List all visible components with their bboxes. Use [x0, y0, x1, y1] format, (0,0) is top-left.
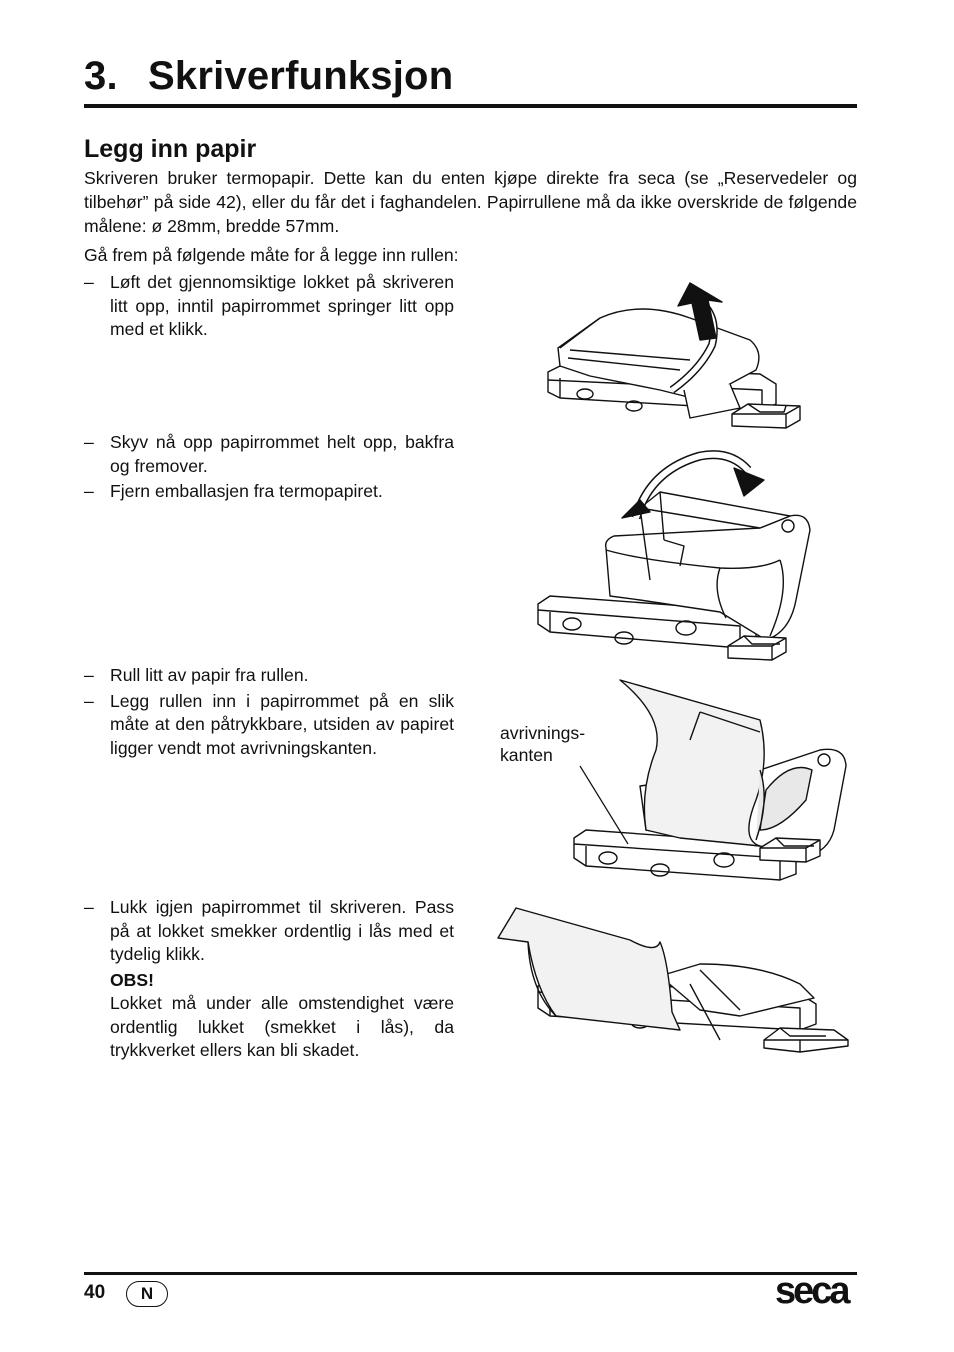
- section-title: Legg inn papir: [84, 135, 257, 163]
- chapter-title: Skriverfunksjon: [148, 54, 454, 98]
- step-item: – Legg rullen inn i papirrommet på en slik måte at den påtrykkbare, utsiden av papiret ligger vendt mot avrivningskanten.: [84, 690, 454, 758]
- footer-rule: [84, 1272, 857, 1275]
- intro-paragraph: Skriveren bruker termopapir. Dette kan du enten kjøpe direkte fra seca (se „Reservedeler og tilbehør” på side 42), eller du får det i faghandelen. Papirrullene må da ikke overskride de følgende målene: ø 28mm, bredde 57mm.: [84, 168, 857, 236]
- step-item: – Fjern emballasjen fra termopapiret.: [84, 481, 383, 501]
- tear-edge-callout: avrivnings- kanten: [500, 723, 586, 765]
- language-badge: N: [126, 1281, 168, 1307]
- chapter-number: 3.: [84, 54, 118, 98]
- printer-compartment-open-illustration: [538, 455, 810, 660]
- note-heading: OBS!: [110, 969, 154, 990]
- step-item: – Løft det gjennomsiktige lokket på skriveren litt opp, inntil papirrommet springer litt opp med et klikk.: [84, 272, 454, 339]
- note-text: Lokket må under alle omstendighet være ordentlig lukket (smekket i lås), da trykkverket ellers kan bli skadet.: [110, 993, 454, 1060]
- step-item: – Lukk igjen papirrommet til skriveren. Pass på at lokket smekker ordentlig i lås med et tydelig klikk.: [84, 897, 454, 964]
- printer-lid-lift-illustration: [548, 283, 800, 428]
- lead-paragraph: Gå frem på følgende måte for å legge inn rullen:: [84, 245, 459, 265]
- step-item: – Skyv nå opp papirrommet helt opp, bakfra og fremover.: [84, 432, 454, 476]
- step-item: – Rull litt av papir fra rullen.: [84, 665, 309, 685]
- printer-closed-paper-out-illustration: [498, 908, 848, 1052]
- printer-paper-insert-illustration: [574, 680, 846, 880]
- page-number: 40: [84, 1282, 106, 1303]
- seca-logo: seca: [775, 1270, 848, 1312]
